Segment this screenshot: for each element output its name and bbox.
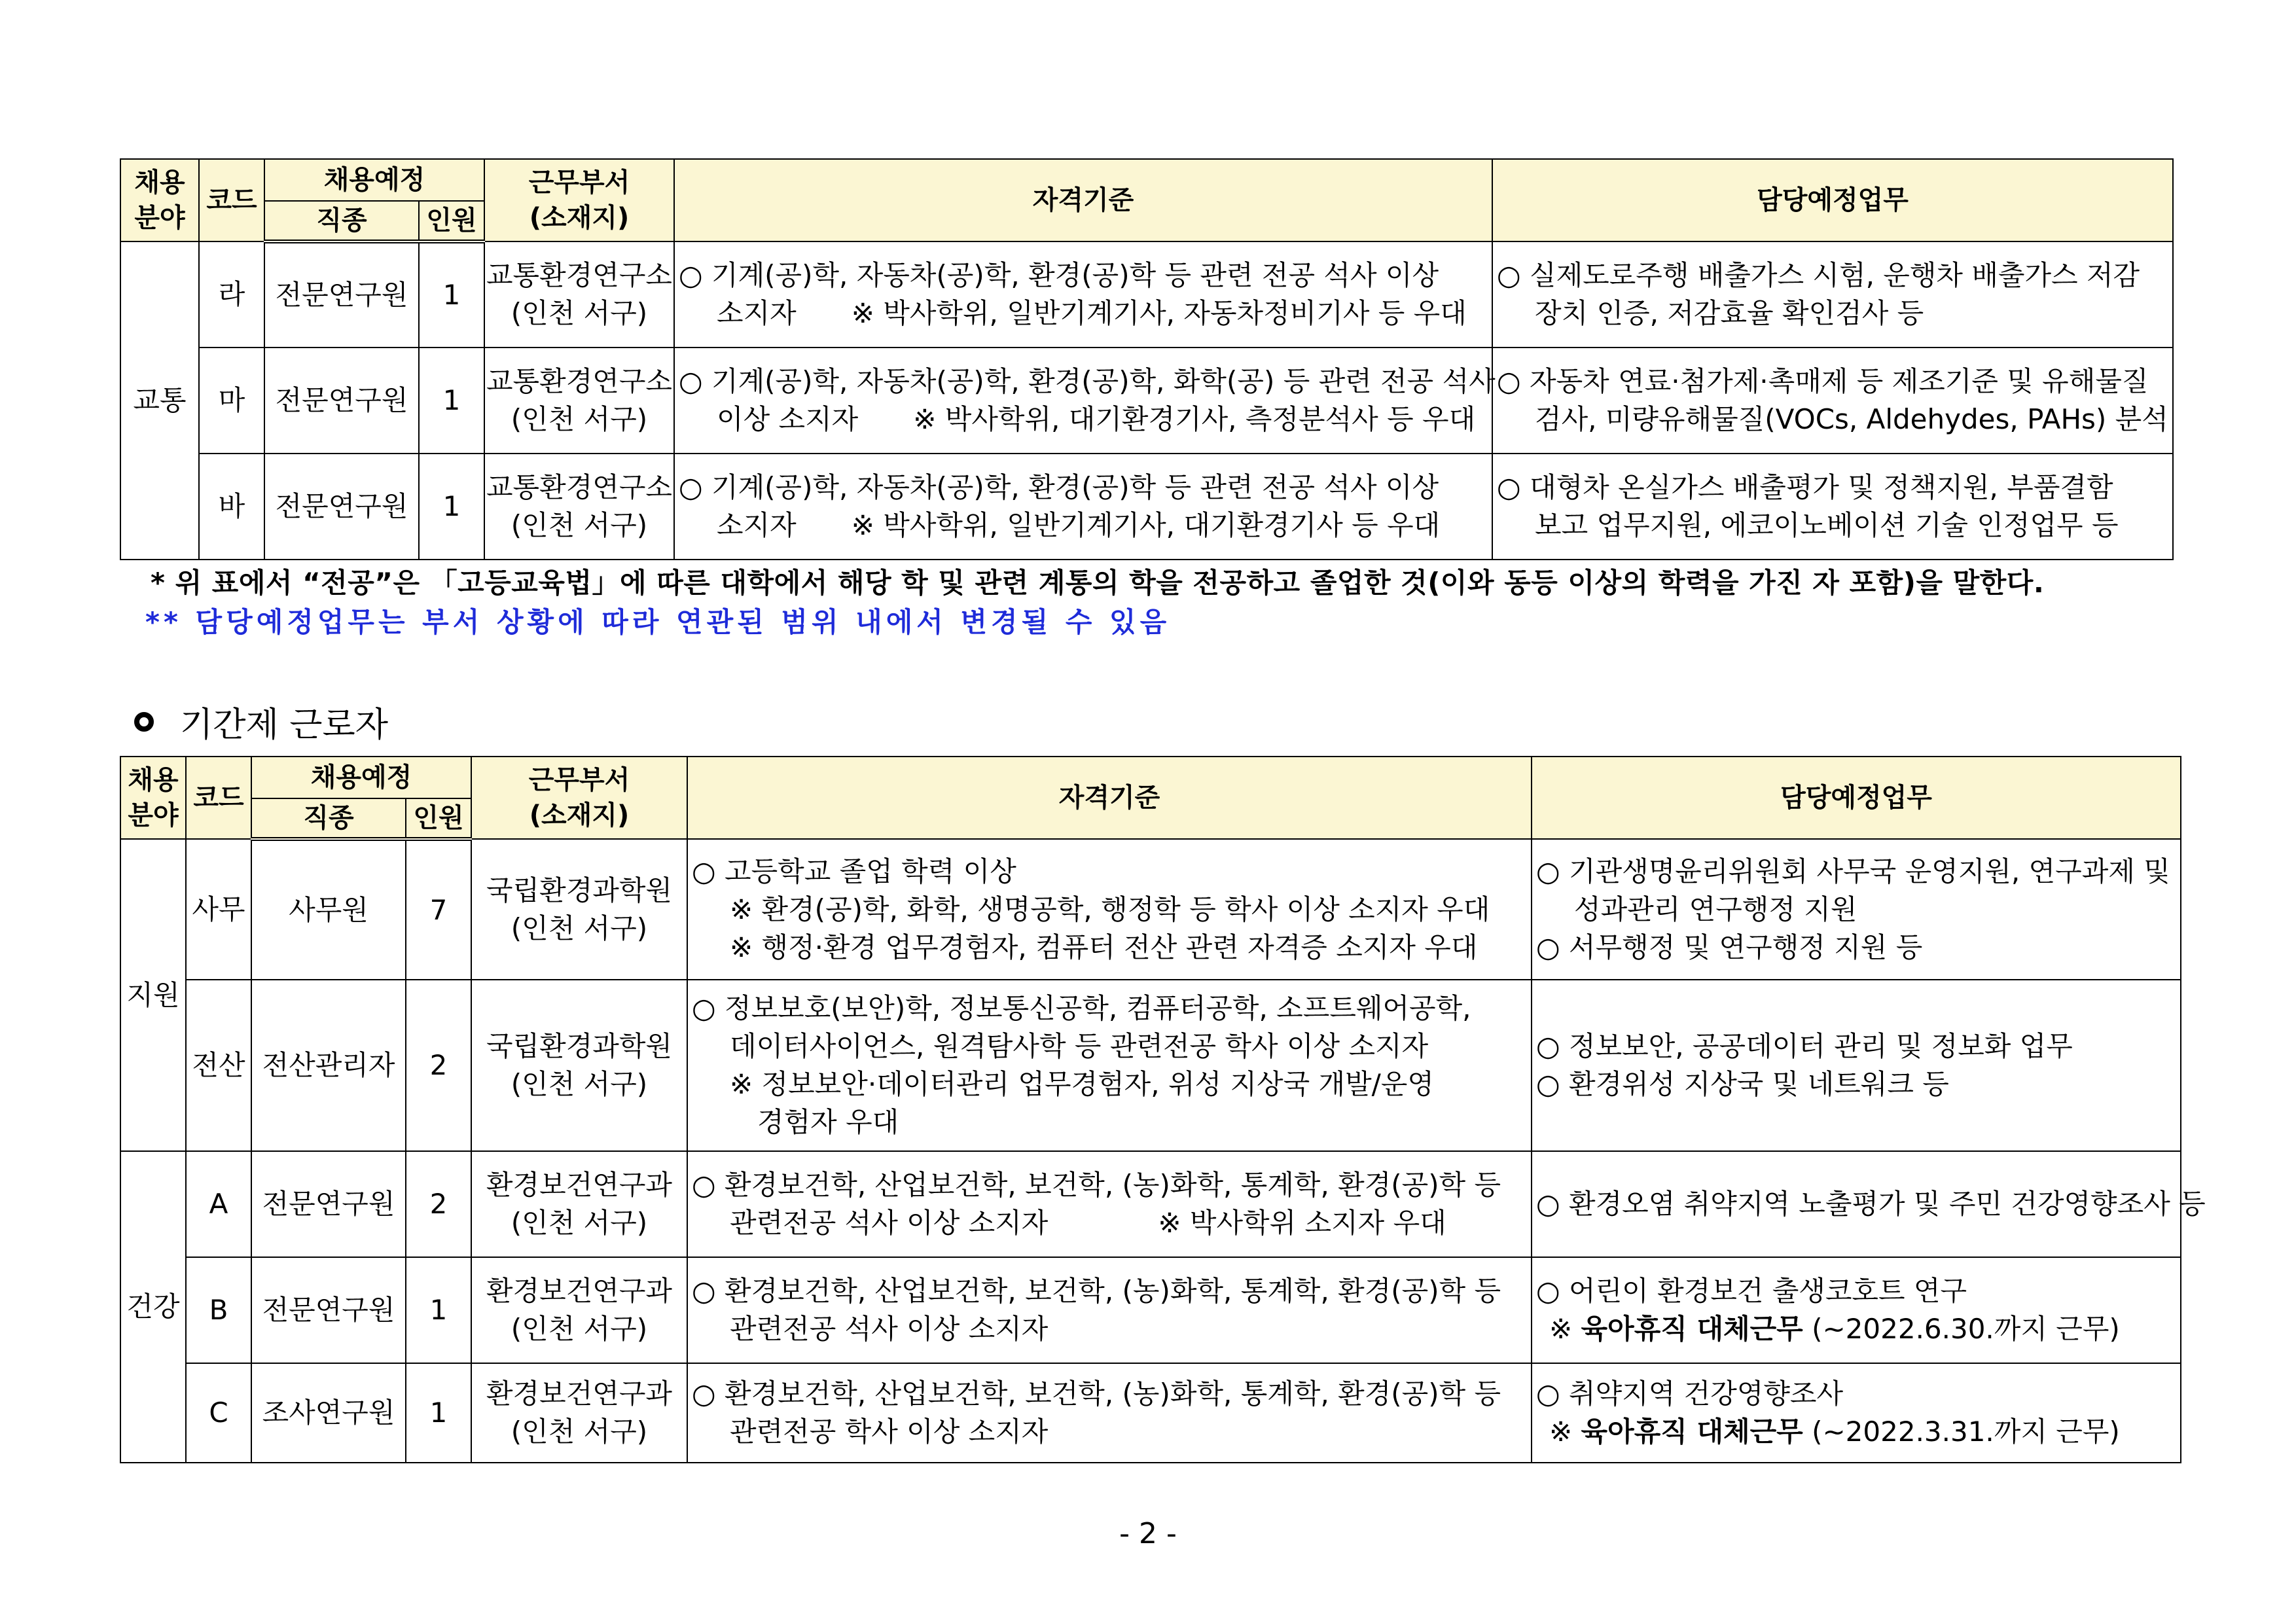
duty-cell: ○ 자동차 연료·첨가제·촉매제 등 제조기준 및 유해물질 검사, 미량유해물질(VOCs, Aldehydes, PAHs) 분석 [1492,348,2173,454]
count-cell: 1 [419,454,484,560]
field-cell: 교통 [120,241,199,560]
field-cell: 지원 [120,839,186,1151]
table-row [120,1151,2181,1257]
header-code: 코드 [186,757,251,839]
duty-cell: ○ 기관생명윤리위원회 사무국 운영지원, 연구과제 및 성과관리 연구행정 지원 ○ 서무행정 및 연구행정 지원 등 [1532,839,2181,980]
table-row [120,348,2173,454]
qualification-cell: ○ 기계(공)학, 자동차(공)학, 환경(공)학, 화학(공) 등 관련 전공 석사 이상 소지자 ※ 박사학위, 대기환경기사, 측정분석사 등 우대 [674,348,1492,454]
count-cell: 2 [406,1151,471,1257]
code-cell: 사무 [186,839,251,980]
substitute-note: ※ 육아휴직 대체근무 (~2022.3.31.까지 근무) [1549,1416,2120,1448]
qualification-cell: ○ 기계(공)학, 자동차(공)학, 환경(공)학 등 관련 전공 석사 이상 소지자 ※ 박사학위, 일반기계기사, 대기환경기사 등 우대 [674,454,1492,560]
header-field: 채용 분야 [120,757,186,839]
header-qualification: 자격기준 [674,159,1492,241]
qualification-cell: ○ 기계(공)학, 자동차(공)학, 환경(공)학 등 관련 전공 석사 이상 소지자 ※ 박사학위, 일반기계기사, 자동차정비기사 등 우대 [674,241,1492,348]
table-row [120,241,2173,348]
code-cell: B [186,1257,251,1363]
count-cell: 1 [419,348,484,454]
table-row [120,454,2173,560]
qualification-cell: ○ 환경보건학, 산업보건학, 보건학, (농)화학, 통계학, 환경(공)학 등 관련전공 학사 이상 소지자 [687,1363,1532,1463]
circle-bullet-icon [134,712,154,732]
job-cell: 전문연구원 [251,1151,406,1257]
header-job: 직종 [264,201,419,241]
header-code: 코드 [199,159,264,241]
job-cell: 전문연구원 [264,454,419,560]
count-cell: 7 [406,839,471,980]
footnote-major-definition: * 위 표에서 “전공”은 「고등교육법」에 따른 대학에서 해당 학 및 관련 계통의 학을 전공하고 졸업한 것(이와 동등 이상의 학력을 가진 자 포함)을 말한다. [151,567,2045,599]
dept-cell: 교통환경연구소 (인천 서구) [484,454,674,560]
count-cell: 1 [406,1363,471,1463]
code-cell: 라 [199,241,264,348]
code-cell: 바 [199,454,264,560]
code-cell: 전산 [186,980,251,1151]
header-count: 인원 [419,201,484,241]
header-field: 채용 분야 [120,159,199,241]
recruitment-table-research [120,158,2174,560]
duty-cell: ○ 환경오염 취약지역 노출평가 및 주민 건강영향조사 등 [1532,1151,2181,1257]
section-heading [134,697,388,746]
recruitment-table-fixed-term [120,756,2206,1463]
code-cell: C [186,1363,251,1463]
duty-cell: ○ 대형차 온실가스 배출평가 및 정책지원, 부품결함 보고 업무지원, 에코이노베이션 기술 인정업무 등 [1492,454,2173,560]
duty-cell: ○ 취약지역 건강영향조사 ※ 육아휴직 대체근무 (~2022.3.31.까지 근무) [1532,1363,2181,1463]
job-cell: 조사연구원 [251,1363,406,1463]
header-count: 인원 [406,798,471,839]
table-row [120,1257,2181,1363]
code-cell: A [186,1151,251,1257]
header-qualification: 자격기준 [687,757,1532,839]
qualification-cell: ○ 환경보건학, 산업보건학, 보건학, (농)화학, 통계학, 환경(공)학 등 관련전공 석사 이상 소지자 ※ 박사학위 소지자 우대 [687,1151,1532,1257]
qualification-cell: ○ 고등학교 졸업 학력 이상 ※ 환경(공)학, 화학, 생명공학, 행정학 등 학사 이상 소지자 우대 ※ 행정·환경 업무경험자, 컴퓨터 전산 관련 자격증 소지자 우대 [687,839,1532,980]
section-title: 기간제 근로자 [180,705,388,745]
dept-cell: 교통환경연구소 (인천 서구) [484,348,674,454]
job-cell: 전문연구원 [264,348,419,454]
dept-cell: 교통환경연구소 (인천 서구) [484,241,674,348]
header-dept: 근무부서 (소재지) [471,757,687,839]
dept-cell: 환경보건연구과 (인천 서구) [471,1151,687,1257]
qualification-cell: ○ 정보보호(보안)학, 정보통신공학, 컴퓨터공학, 소프트웨어공학, 데이터사이언스, 원격탐사학 등 관련전공 학사 이상 소지자 ※ 정보보안·데이터관리 업무경험자, 위성 지상국 개발/운영 경험자 우대 [687,980,1532,1151]
header-plan: 채용예정 [264,159,484,201]
table-row [120,1363,2181,1463]
count-cell: 2 [406,980,471,1151]
duty-cell: ○ 정보보안, 공공데이터 관리 및 정보화 업무 ○ 환경위성 지상국 및 네트워크 등 [1532,980,2181,1151]
table-row [120,980,2181,1151]
header-plan: 채용예정 [251,757,471,798]
dept-cell: 환경보건연구과 (인천 서구) [471,1257,687,1363]
substitute-note: ※ 육아휴직 대체근무 (~2022.6.30.까지 근무) [1549,1313,2120,1345]
dept-cell: 국립환경과학원 (인천 서구) [471,980,687,1151]
count-cell: 1 [419,241,484,348]
job-cell: 전문연구원 [251,1257,406,1363]
code-cell: 마 [199,348,264,454]
duty-cell: ○ 실제도로주행 배출가스 시험, 운행차 배출가스 저감 장치 인증, 저감효율 확인검사 등 [1492,241,2173,348]
duty-cell: ○ 어린이 환경보건 출생코호트 연구 ※ 육아휴직 대체근무 (~2022.6.30.까지 근무) [1532,1257,2181,1363]
count-cell: 1 [406,1257,471,1363]
header-duties: 담당예정업무 [1492,159,2173,241]
dept-cell: 국립환경과학원 (인천 서구) [471,839,687,980]
footnote-duty-change: ** 담당예정업무는 부서 상황에 따라 연관된 범위 내에서 변경될 수 있음 [145,606,1171,638]
field-cell: 건강 [120,1151,186,1463]
job-cell: 전문연구원 [264,241,419,348]
dept-cell: 환경보건연구과 (인천 서구) [471,1363,687,1463]
job-cell: 사무원 [251,839,406,980]
table-row [120,839,2181,980]
qualification-cell: ○ 환경보건학, 산업보건학, 보건학, (농)화학, 통계학, 환경(공)학 등 관련전공 석사 이상 소지자 [687,1257,1532,1363]
header-dept: 근무부서 (소재지) [484,159,674,241]
header-duties: 담당예정업무 [1532,757,2181,839]
page-number: - 2 - [1119,1517,1177,1550]
header-job: 직종 [251,798,406,839]
job-cell: 전산관리자 [251,980,406,1151]
